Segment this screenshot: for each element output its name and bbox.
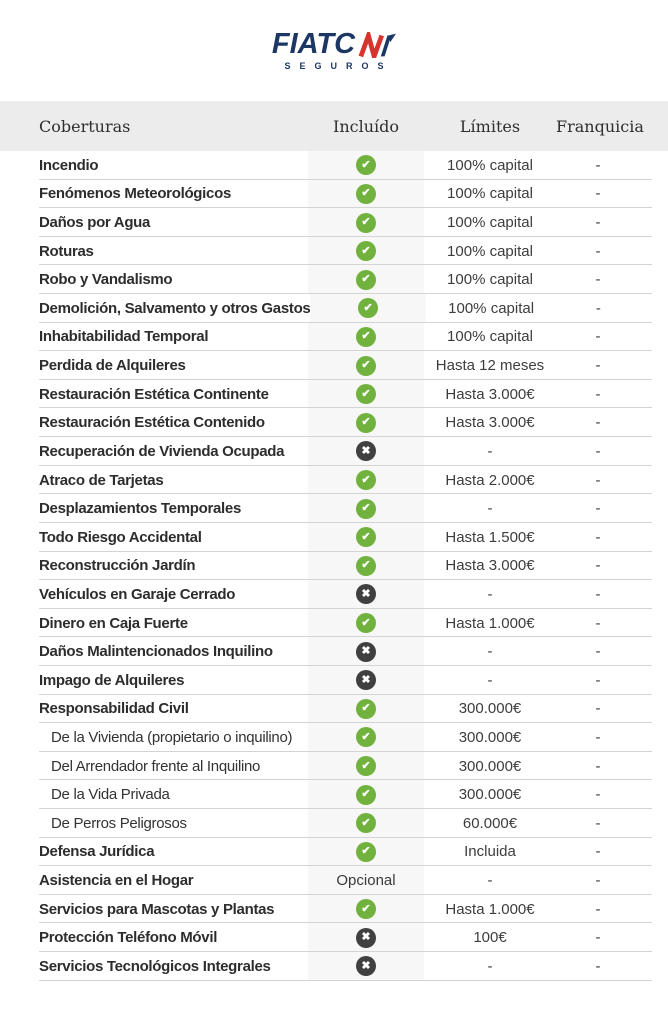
franquicia-value: - [595, 814, 601, 832]
header-limites: Límites [459, 116, 521, 136]
header-franquicia: Franquicia [556, 116, 644, 136]
cross-icon: ✖ [356, 956, 376, 976]
franquicia-value: - [595, 299, 601, 317]
table-row [0, 466, 668, 495]
limite-value: Hasta 1.000€ [445, 614, 535, 632]
coverage-label: Demolición, Salvamento y otros Gastos [39, 299, 311, 317]
incluido-cell [308, 552, 424, 581]
coverage-label: Defensa Jurídica [39, 843, 155, 861]
limite-value: Hasta 3.000€ [445, 414, 535, 432]
incluido-cell [308, 265, 424, 294]
franquicia-value: - [595, 957, 601, 975]
franquicia-value: - [595, 442, 601, 460]
limite-value: 100% capital [447, 156, 533, 174]
incluido-cell [308, 208, 424, 237]
fiatc-seguros-text: SEGUROS [284, 60, 393, 71]
franquicia-value: - [595, 357, 601, 375]
limite-value: - [487, 585, 493, 603]
franquicia-value: - [595, 414, 601, 432]
check-icon: ✔ [356, 527, 376, 547]
franquicia-value: - [595, 271, 601, 289]
limite-value: Hasta 3.000€ [445, 385, 535, 403]
table-row [0, 323, 668, 352]
table-row [0, 523, 668, 552]
check-icon: ✔ [356, 785, 376, 805]
table-row [0, 294, 668, 323]
table-row [0, 838, 668, 867]
logo-area [0, 0, 668, 101]
incluido-cell [308, 494, 424, 523]
coverage-label: Todo Riesgo Accidental [39, 528, 202, 546]
cross-icon: ✖ [356, 670, 376, 690]
check-icon: ✔ [356, 356, 376, 376]
check-icon: ✔ [356, 155, 376, 175]
coverage-label: De la Vida Privada [51, 786, 170, 804]
table-row [0, 437, 668, 466]
table-row [0, 237, 668, 266]
table-row [0, 208, 668, 237]
table-row [0, 180, 668, 209]
limite-value: 100% capital [447, 271, 533, 289]
coverage-label: Reconstrucción Jardín [39, 557, 196, 575]
check-icon: ✔ [356, 241, 376, 261]
check-icon: ✔ [356, 499, 376, 519]
table-row [0, 408, 668, 437]
incluido-cell [308, 523, 424, 552]
check-icon: ✔ [356, 842, 376, 862]
table-row [0, 866, 668, 895]
incluido-cell [308, 780, 424, 809]
limite-value: - [487, 442, 493, 460]
incluido-cell [308, 637, 424, 666]
check-icon: ✔ [356, 756, 376, 776]
franquicia-value: - [595, 900, 601, 918]
franquicia-value: - [595, 214, 601, 232]
coverage-label: Del Arrendador frente al Inquilino [51, 757, 261, 775]
cross-icon: ✖ [356, 928, 376, 948]
table-row [0, 695, 668, 724]
franquicia-value: - [595, 185, 601, 203]
franquicia-value: - [595, 614, 601, 632]
check-icon: ✔ [356, 270, 376, 290]
table-row [0, 723, 668, 752]
franquicia-value: - [595, 700, 601, 718]
table-body [0, 151, 668, 981]
check-icon: ✔ [356, 384, 376, 404]
franquicia-value: - [595, 385, 601, 403]
table-row [0, 637, 668, 666]
incluido-cell [308, 151, 424, 180]
incluido-cell [308, 809, 424, 838]
limite-value: 300.000€ [458, 757, 522, 775]
check-icon: ✔ [356, 727, 376, 747]
limite-value: Hasta 1.000€ [445, 900, 535, 918]
incluido-cell [308, 408, 424, 437]
coverage-label: Daños por Agua [39, 214, 151, 232]
check-icon: ✔ [356, 556, 376, 576]
coverage-label: Daños Malintencionados Inquilino [39, 643, 273, 661]
franquicia-value: - [595, 843, 601, 861]
incluido-cell [308, 666, 424, 695]
coverage-label: Perdida de Alquileres [39, 357, 186, 375]
cross-icon: ✖ [356, 584, 376, 604]
coverage-label: Responsabilidad Civil [39, 700, 189, 718]
limite-value: 100% capital [447, 185, 533, 203]
franquicia-value: - [595, 471, 601, 489]
incluido-cell [308, 609, 424, 638]
limite-value: Hasta 2.000€ [445, 471, 535, 489]
franquicia-value: - [595, 585, 601, 603]
limite-value: Hasta 12 meses [435, 357, 545, 375]
incluido-cell [308, 380, 424, 409]
franquicia-value: - [595, 500, 601, 518]
coverage-label: De la Vivienda (propietario o inquilino) [51, 728, 293, 746]
coverage-label: Incendio [39, 156, 99, 174]
coverage-label: Servicios Tecnológicos Integrales [39, 957, 271, 975]
limite-value: 100% capital [448, 299, 535, 317]
limite-value: - [487, 643, 493, 661]
table-row [0, 552, 668, 581]
incluido-cell [308, 180, 424, 209]
table-row [0, 895, 668, 924]
limite-value: 100€ [473, 929, 507, 947]
table-row [0, 952, 668, 981]
table-row [0, 380, 668, 409]
cross-icon: ✖ [356, 642, 376, 662]
table-row [0, 265, 668, 294]
check-icon: ✔ [356, 184, 376, 204]
incluido-cell [308, 695, 424, 724]
franquicia-value: - [595, 872, 601, 890]
franquicia-value: - [595, 242, 601, 260]
limite-value: 60.000€ [462, 814, 518, 832]
check-icon: ✔ [356, 470, 376, 490]
header-coberturas: Coberturas [39, 116, 131, 136]
incluido-cell [308, 323, 424, 352]
check-icon: ✔ [356, 413, 376, 433]
franquicia-value: - [595, 557, 601, 575]
franquicia-value: - [595, 786, 601, 804]
franquicia-value: - [595, 728, 601, 746]
header-incluido: Incluído [333, 116, 399, 136]
incluido-cell [308, 580, 424, 609]
table-header [0, 101, 668, 151]
table-row [0, 780, 668, 809]
franquicia-value: - [595, 156, 601, 174]
incluido-cell [308, 752, 424, 781]
limite-value: - [487, 957, 493, 975]
coverage-label: Fenómenos Meteorológicos [39, 185, 231, 203]
coverage-label: Servicios para Mascotas y Plantas [39, 900, 275, 918]
fiatc-brand-text: FIATC [271, 27, 356, 60]
table-row [0, 609, 668, 638]
fiatc-logo-mark-icon [358, 32, 396, 58]
franquicia-value: - [595, 528, 601, 546]
incluido-cell [308, 466, 424, 495]
incluido-cell [308, 237, 424, 266]
check-icon: ✔ [358, 298, 378, 318]
table-row [0, 923, 668, 952]
limite-value: 300.000€ [458, 728, 522, 746]
limite-value: Hasta 1.500€ [445, 528, 535, 546]
incluido-cell [308, 351, 424, 380]
check-icon: ✔ [356, 327, 376, 347]
fiatc-logo-top [271, 27, 396, 60]
table-row [0, 494, 668, 523]
fiatc-logo [271, 27, 396, 71]
limite-value: 100% capital [447, 214, 533, 232]
incluido-cell [308, 952, 424, 981]
franquicia-value: - [595, 328, 601, 346]
cross-icon: ✖ [356, 441, 376, 461]
coverage-label: Robo y Vandalismo [39, 271, 173, 289]
coverage-label: Atraco de Tarjetas [39, 471, 164, 489]
coverage-label: Asistencia en el Hogar [39, 872, 194, 890]
incluido-cell [308, 437, 424, 466]
franquicia-value: - [595, 929, 601, 947]
coverage-label: Impago de Alquileres [39, 671, 185, 689]
incluido-cell [308, 838, 424, 867]
incluido-cell [310, 294, 425, 323]
coverage-label: Recuperación de Vivienda Ocupada [39, 442, 285, 460]
limite-value: - [487, 872, 493, 890]
coverage-label: Roturas [39, 242, 94, 260]
table-row [0, 809, 668, 838]
franquicia-value: - [595, 643, 601, 661]
incluido-cell [308, 723, 424, 752]
coverage-label: Vehículos en Garaje Cerrado [39, 585, 236, 603]
limite-value: 100% capital [447, 242, 533, 260]
coverage-label: Dinero en Caja Fuerte [39, 614, 188, 632]
check-icon: ✔ [356, 813, 376, 833]
incluido-cell [308, 923, 424, 952]
limite-value: 300.000€ [458, 786, 522, 804]
limite-value: 100% capital [447, 328, 533, 346]
coverage-label: Protección Teléfono Móvil [39, 929, 218, 947]
table-row [0, 351, 668, 380]
incluido-cell [308, 895, 424, 924]
limite-value: Incluida [464, 843, 516, 861]
incluido-text: Opcional [336, 872, 396, 890]
limite-value: - [487, 500, 493, 518]
limite-value: Hasta 3.000€ [445, 557, 535, 575]
table-row [0, 151, 668, 180]
table-row [0, 580, 668, 609]
incluido-cell [308, 866, 424, 895]
coverage-label: Restauración Estética Contenido [39, 414, 265, 432]
check-icon: ✔ [356, 613, 376, 633]
franquicia-value: - [595, 671, 601, 689]
limite-value: 300.000€ [458, 700, 522, 718]
coverage-label: Restauración Estética Continente [39, 385, 269, 403]
check-icon: ✔ [356, 699, 376, 719]
coverage-label: Desplazamientos Temporales [39, 500, 241, 518]
check-icon: ✔ [356, 213, 376, 233]
coverage-label: Inhabitabilidad Temporal [39, 328, 209, 346]
franquicia-value: - [595, 757, 601, 775]
coverage-label: De Perros Peligrosos [51, 814, 187, 832]
table-row [0, 752, 668, 781]
check-icon: ✔ [356, 899, 376, 919]
limite-value: - [487, 671, 493, 689]
table-row [0, 666, 668, 695]
